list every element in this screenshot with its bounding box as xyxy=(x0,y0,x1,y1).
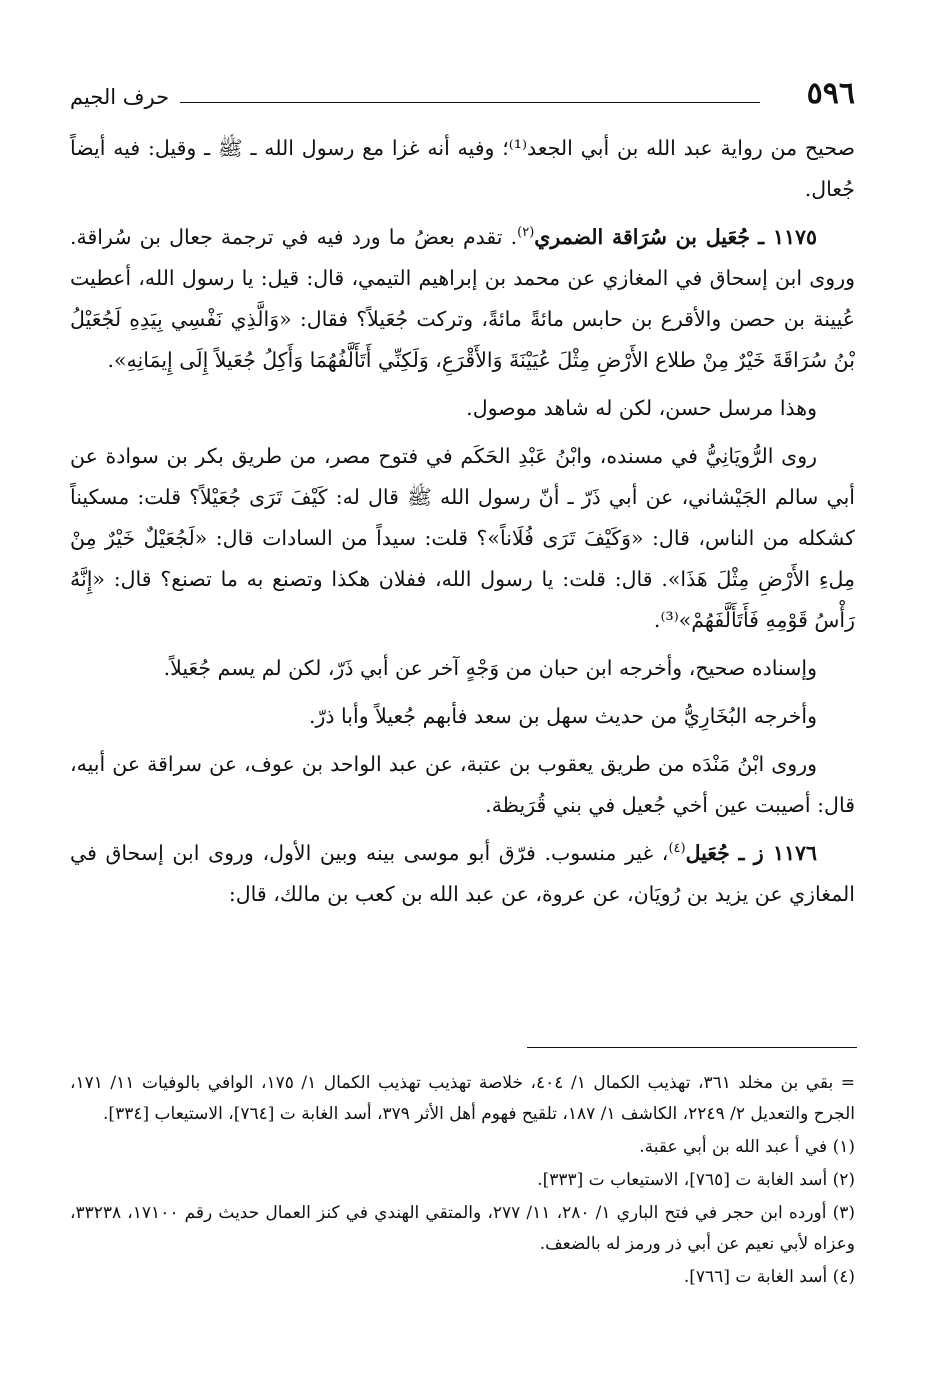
footnote-ref: (٢) xyxy=(517,225,535,241)
page-header xyxy=(70,78,855,110)
paragraph: وروى ابْنُ مَنْدَه من طريق يعقوب بن عتبة، عن عبد الواحد بن عوف، عن سراقة عن أبيه، قال: أصيبت عين أخي جُعيل في بني قُرَيظة. xyxy=(70,752,855,817)
paragraph: وإسناده صحيح، وأخرجه ابن حبان من وَجْهٍ آخر عن أبي ذَرّ، لكن لم يسم جُعَيلاً. xyxy=(163,656,817,680)
footnotes xyxy=(70,1068,855,1293)
header-rule xyxy=(180,102,760,103)
paragraph: وهذا مرسل حسن، لكن له شاهد موصول. xyxy=(466,396,817,420)
page-number: ٥٩٦ xyxy=(806,76,855,111)
footnote: (٢) أسد الغابة ت [٧٦٥]، الاستيعاب ت [٣٣٣]. xyxy=(537,1170,855,1190)
footnote-rule xyxy=(527,1047,857,1048)
entry-1176 xyxy=(70,833,855,915)
entry-text: ، غير منسوب. فرّق أبو موسى بينه وبين الأول، وروى ابن إسحاق في المغازي عن يزيد بن رُويَان، عن عروة، عن عبد الله بن كعب بن مالك، قال: xyxy=(70,841,855,906)
paragraph: صحيح من رواية عبد الله بن أبي الجعد⁽¹⁾؛ وفيه أنه غزا مع رسول الله ـ ﷺ ـ وقيل: فيه أيضاً جُعال. xyxy=(70,136,855,201)
running-title: حرف الجيم xyxy=(70,85,170,109)
entry-number: ١١٧٦ ز ـ xyxy=(738,841,817,865)
paragraph: روى الرُّويَانِيُّ في مسنده، وابْنُ عَبْدِ الحَكَم في فتوح مصر، من طريق بكر بن سوادة عن أبي سالم الجَيْشاني، عن أبي ذَرّ ـ أنّ رسول الله ﷺ قال له: كَيْفَ تَرَى جُعَيْلاً؟ قلت: مسكيناً كشكله من الناس، قال: «وَكَيْفَ تَرَى فُلَاناً»؟ قلت: سيداً من السادات قال: «لَجُعَيْلٌ خَيْرٌ مِنْ مِلءِ الأَرْضِ مِثْلَ هَذَا». قال: قلت: يا رسول الله، ففلان هكذا وتصنع به ما تصنع؟ قال: «إِنَّهُ رَأْسُ قَوْمِهِ فَأَتَأَلَّفَهُمْ»⁽³⁾. xyxy=(70,444,855,632)
entry-text: . تقدم بعضُ ما ورد فيه في ترجمة جعال بن سُراقة. وروى ابن إسحاق في المغازي عن محمد بن إبراهيم التيمي، قال: قيل: يا رسول الله، أعطيت عُيينة بن حصن والأقرع بن حابس مائةً مائةً، وتركت جُعَيلاً؟ فقال: «وَالَّذِي نَفْسِي بِيَدِهِ لَجُعَيْلُ بْنُ سُرَاقَةَ خَيْرٌ مِنْ طلاع الأَرْضِ مِثْلَ عُيَيْنَةَ وَالأَقْرَعِ، وَلَكِنِّي أَتَأَلَّفُهُمَا وَأَكِلُ جُعَيلاً إِلَى إِيمَانِهِ». xyxy=(70,225,855,372)
footnote: (٣) أورده ابن حجر في فتح الباري ١/ ٢٨٠، ١١/ ٢٧٧، والمتقي الهندي في كنز العمال حديث رقم ١٧١٠٠، ٣٣٢٣٨، وعزاه لأبي نعيم عن أبي ذر ورمز له بالضعف. xyxy=(70,1203,856,1254)
footnote: (٤) أسد الغابة ت [٧٦٦]. xyxy=(683,1267,855,1287)
entry-number: ١١٧٥ ـ xyxy=(758,225,817,249)
entry-name: جُعَيل بن سُرَاقة الضمري xyxy=(534,225,751,249)
entry-1175 xyxy=(70,217,855,381)
footnote-continuation: = بقي بن مخلد ٣٦١، تهذيب الكمال ١/ ٤٠٤، خلاصة تهذيب تهذيب الكمال ١/ ١٧٥، الوافي بالوفيات ١١/ ١٧١، الجرح والتعديل ٢/ ٢٢٤٩، الكاشف ١/ ١٨٧، تلقيح فهوم أهل الأثر ٣٧٩، أسد الغابة ت [٧٦٤]، الاستيعاب [٣٣٤]. xyxy=(70,1073,855,1124)
paragraph: وأخرجه البُخَارِيُّ من حديث سهل بن سعد فأبهم جُعيلاً وأبا ذرّ. xyxy=(308,704,817,728)
main-text xyxy=(70,128,855,915)
entry-name: جُعَيل xyxy=(685,841,730,865)
footnote: (١) في أ عبد الله بن أبي عقبة. xyxy=(639,1137,855,1157)
footnote-ref: (٤) xyxy=(668,841,686,857)
